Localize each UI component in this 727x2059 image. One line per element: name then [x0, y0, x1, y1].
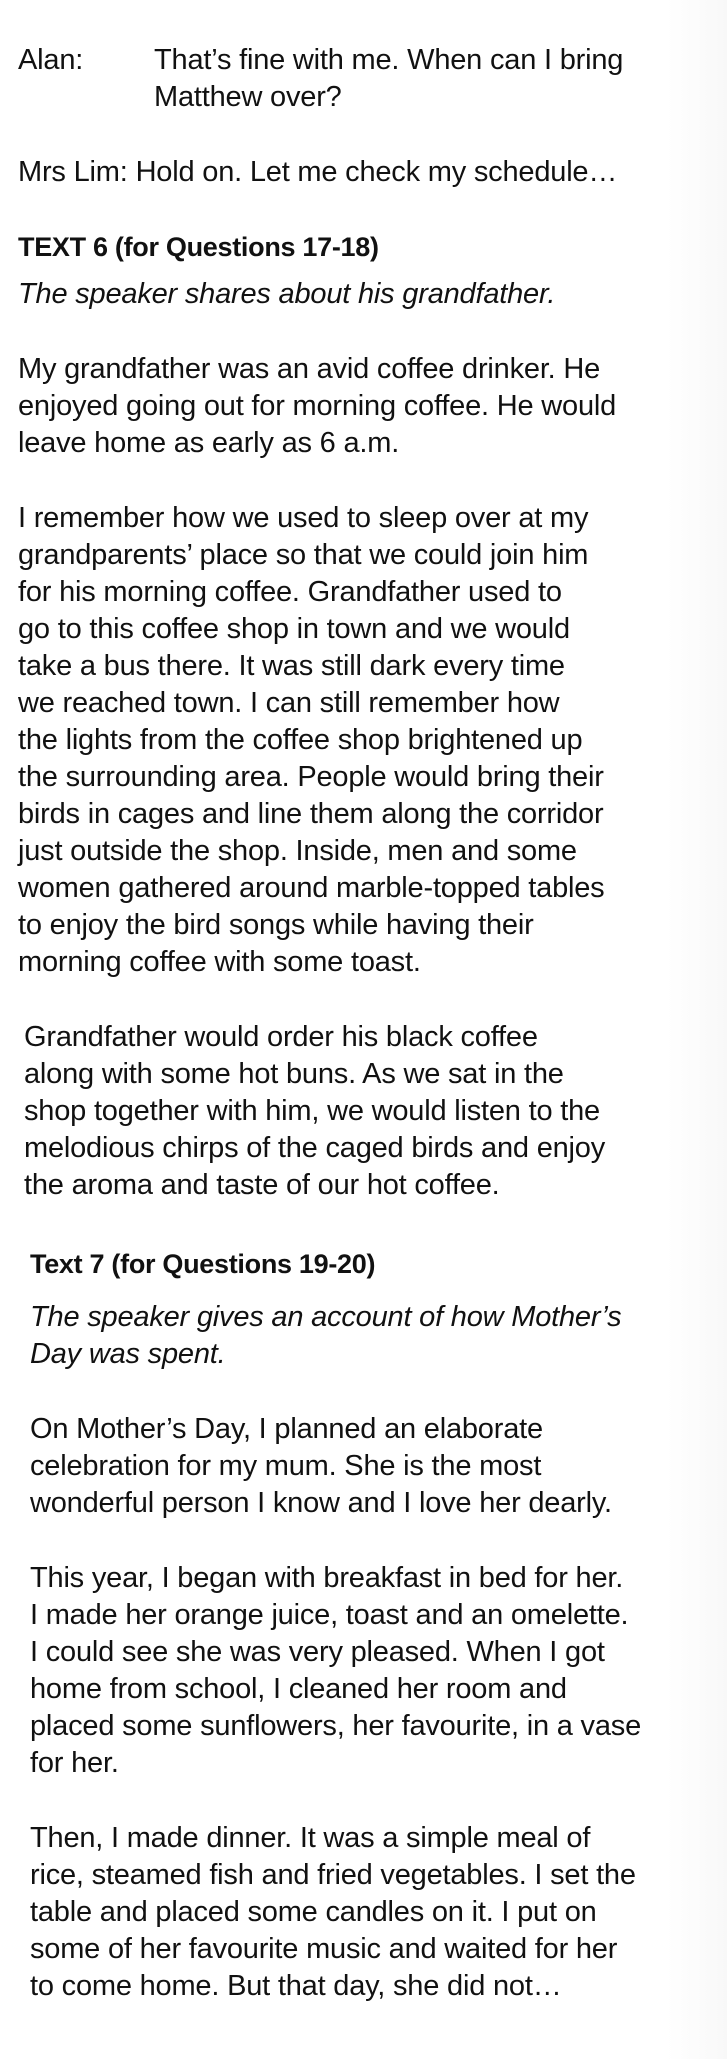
paragraph-line: home from school, I cleaned her room and: [30, 1673, 567, 1705]
intro-line: The speaker gives an account of how Mother’s: [30, 1301, 622, 1333]
paragraph-line: we reached town. I can still remember how: [18, 687, 560, 719]
text7-intro: [30, 1299, 678, 1373]
paragraph-line: some of her favourite music and waited for her: [30, 1933, 618, 1965]
paragraph-line: go to this coffee shop in town and we would: [18, 613, 570, 645]
paragraph-line: for her.: [30, 1747, 119, 1779]
paragraph-line: leave home as early as 6 a.m.: [18, 427, 400, 459]
text6-paragraph-2: [18, 500, 678, 981]
paragraph-line: melodious chirps of the caged birds and enjoy: [24, 1132, 606, 1164]
paragraph-line: shop together with him, we would listen to the: [24, 1095, 600, 1127]
paragraph-line: Grandfather would order his black coffee: [24, 1021, 538, 1053]
paragraph-line: placed some sunflowers, her favourite, in a vase: [30, 1710, 641, 1742]
paragraph-line: to enjoy the bird songs while having their: [18, 909, 534, 941]
speaker-name: Alan:: [18, 44, 84, 76]
text7-heading: Text 7 (for Questions 19-20): [30, 1249, 376, 1279]
dialogue-line-alan: [18, 42, 678, 116]
document-content: [18, 42, 678, 2005]
paragraph-line: My grandfather was an avid coffee drinker. He: [18, 353, 601, 385]
paragraph-line: for his morning coffee. Grandfather used to: [18, 576, 562, 608]
paragraph-line: I could see she was very pleased. When I got: [30, 1636, 605, 1668]
text6-intro: The speaker shares about his grandfather.: [18, 278, 556, 310]
paragraph-line: along with some hot buns. As we sat in the: [24, 1058, 564, 1090]
dialogue-line-mrs-lim: [18, 154, 678, 191]
paragraph-line: wonderful person I know and I love her dearly.: [30, 1487, 612, 1519]
text6-paragraph-3: [18, 1019, 678, 1204]
paragraph-line: the lights from the coffee shop brightened up: [18, 724, 583, 756]
paragraph-line: rice, steamed fish and fried vegetables. I set the: [30, 1859, 636, 1891]
paragraph-line: grandparents’ place so that we could join him: [18, 539, 589, 571]
paragraph-line: I remember how we used to sleep over at my: [18, 502, 589, 534]
paragraph-line: Then, I made dinner. It was a simple meal of: [30, 1822, 591, 1854]
text6-paragraph-1: [18, 351, 678, 462]
paragraph-line: I made her orange juice, toast and an omelette.: [30, 1599, 629, 1631]
paragraph-line: take a bus there. It was still dark every time: [18, 650, 565, 682]
intro-line: Day was spent.: [30, 1338, 226, 1370]
paragraph-line: On Mother’s Day, I planned an elaborate: [30, 1413, 543, 1445]
speaker-name: Mrs Lim:: [18, 156, 128, 188]
paragraph-line: the aroma and taste of our hot coffee.: [24, 1169, 500, 1201]
paragraph-line: celebration for my mum. She is the most: [30, 1450, 542, 1482]
speech-line: That’s fine with me. When can I bring: [154, 44, 624, 76]
paragraph-line: the surrounding area. People would bring their: [18, 761, 604, 793]
paragraph-line: table and placed some candles on it. I put on: [30, 1896, 597, 1928]
paragraph-line: morning coffee with some toast.: [18, 946, 421, 978]
paragraph-line: to come home. But that day, she did not…: [30, 1970, 562, 2002]
text7-paragraph-1: [30, 1411, 678, 1522]
text7-section: [18, 1246, 678, 2005]
speech-line: Hold on. Let me check my schedule…: [135, 156, 618, 188]
paragraph-line: just outside the shop. Inside, men and some: [18, 835, 577, 867]
text7-paragraph-3: [30, 1820, 678, 2005]
paragraph-line: This year, I began with breakfast in bed for her.: [30, 1562, 624, 1594]
text6-heading: TEXT 6 (for Questions 17-18): [18, 232, 379, 262]
text7-paragraph-2: [30, 1560, 678, 1782]
paragraph-line: enjoyed going out for morning coffee. He would: [18, 390, 617, 422]
paragraph-line: women gathered around marble-topped tables: [18, 872, 605, 904]
paragraph-line: birds in cages and line them along the corridor: [18, 798, 604, 830]
speech-line: Matthew over?: [154, 81, 342, 113]
